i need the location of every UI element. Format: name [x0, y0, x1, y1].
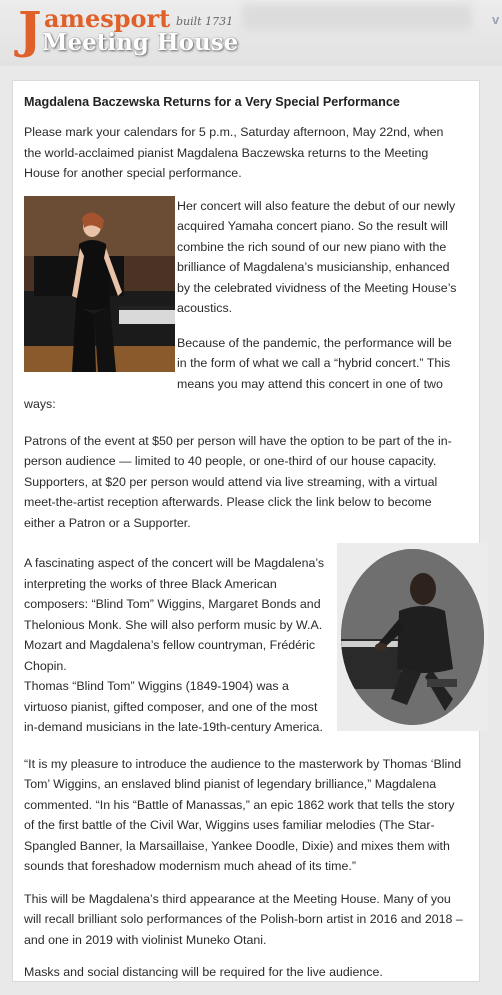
- blind-tom-illustration: [341, 549, 484, 725]
- paragraph-appearance: This will be Magdalena’s third appearance at the Meeting House. Many of you will recall brilliant solo performances of the Polish-born artist in 2016 and 2018 – and one in 2019 with violinist Muneko Otani.: [24, 891, 463, 947]
- pianist-photo: [24, 196, 175, 372]
- article-body: [24, 92, 464, 995]
- paragraph-masks: Masks and social distancing will be required for the live audience.: [24, 965, 383, 979]
- paragraph-quote: “It is my pleasure to introduce the audience to the masterwork by Thomas ‘Blind Tom’ Wiggins, an enslaved blind pianist of legendary brilliance,” Magdalena commented. “In his “Battle of Manassas,” an epic 1862 work that tells the story of the first battle of the Civil War, Wiggins uses familiar melodies (The Star-Spangled Banner, la Marsaillaise, Yankee Doodle, Dixie) and mixes them with sounds that foreshadow modernism much ahead of its time.”: [24, 756, 462, 873]
- blind-tom-photo: [337, 543, 488, 731]
- paragraph-composers: A fascinating aspect of the concert will be Magdalena’s interpreting the works of three Black American composers: “Blind Tom” Wiggins, Margaret Bonds and Thelonious Monk. She will also perform music by W.A. Mozart and Magdalena’s fellow countryman, Frédéric Chopin.: [24, 556, 325, 673]
- site-header: [0, 0, 502, 66]
- blurred-header-char: v: [492, 12, 500, 27]
- paragraph-hybrid: Because of the pandemic, the performance will be in the form of what we call a “hybrid concert.” This means you may attend this concert in one of two ways:: [24, 335, 452, 411]
- logo-built-tagline: built 1731: [176, 15, 234, 28]
- logo-j[interactable]: J: [18, 0, 42, 59]
- paragraph-patrons: Patrons of the event at $50 per person will have the option to be part of the in-person audience — limited to 40 people, or one-third of our house capacity. Supporters, at $20 per person would attend via live streaming, with a virtual meet-the-artist reception afterwards. Please click the link below to become either a Patron or a Supporter.: [24, 433, 452, 530]
- article-title: Magdalena Baczewska Returns for a Very Special Performance: [24, 95, 400, 109]
- logo-subtitle[interactable]: Meeting House: [42, 29, 239, 56]
- paragraph-intro: Please mark your calendars for 5 p.m., Saturday afternoon, May 22nd, when the world-acclaimed pianist Magdalena Baczewska returns to the Meeting House for another special performance.: [24, 125, 444, 180]
- blurred-header-region: [242, 4, 472, 30]
- pianist-photo-illustration: [24, 196, 175, 372]
- blind-tom-oval-portrait: [341, 549, 484, 725]
- paragraph-yamaha: Her concert will also feature the debut of our newly acquired Yamaha concert piano. So the result will combine the rich sound of our new piano with the brilliance of Magdalena’s musicianship, enhanced by the celebrated vividness of the Meeting House’s acoustics.: [177, 198, 457, 315]
- paragraph-blind-tom: Thomas “Blind Tom” Wiggins (1849-1904) was a virtuoso pianist, gifted composer, and one of the most in-demand musicians in the late-19th-century America.: [24, 679, 323, 734]
- logo-name[interactable]: amesport: [44, 4, 171, 33]
